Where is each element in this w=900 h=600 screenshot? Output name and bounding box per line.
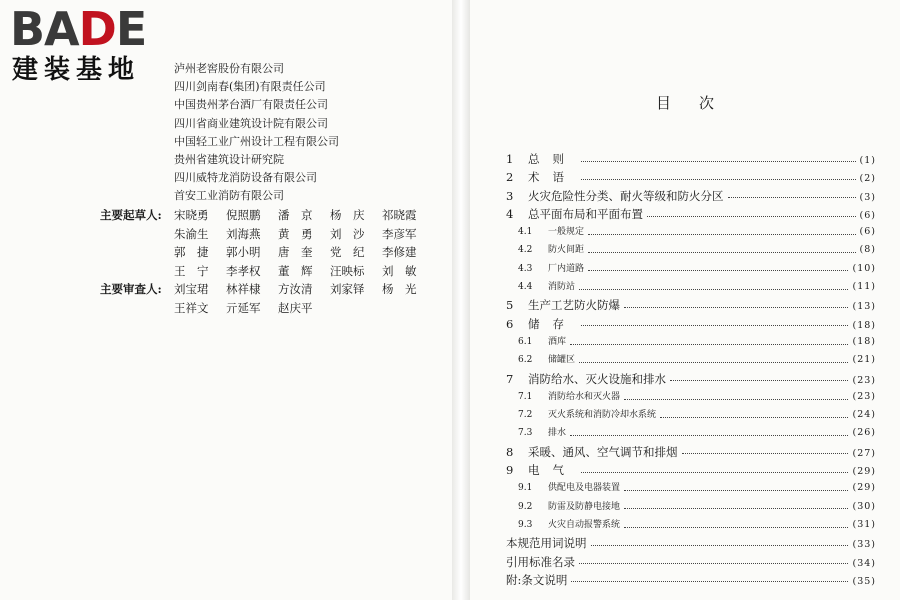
toc-leader-dots — [624, 399, 848, 400]
toc-page-number: (31) — [852, 518, 876, 530]
toc-entry — [506, 223, 876, 241]
company-item: 首安工业消防有限公司 — [174, 189, 284, 203]
toc-leader-dots — [579, 289, 848, 290]
toc-entry — [506, 461, 876, 479]
person-name: 祁晓霞 — [382, 208, 417, 222]
toc-number: 4.4 — [518, 282, 533, 293]
toc-page-number: (2) — [859, 173, 876, 185]
person-name: 杨 光 — [382, 282, 417, 296]
name-row — [174, 280, 434, 299]
name-row — [174, 299, 434, 318]
toc-leader-dots — [670, 380, 848, 381]
toc-number: 2 — [506, 170, 514, 185]
toc-title-text: 防火间距 — [548, 245, 585, 256]
bade-logo — [10, 2, 170, 85]
toc-title-text: 火灾自动报警系统 — [548, 519, 621, 530]
toc-page-number: (27) — [852, 447, 876, 459]
toc-entry — [506, 370, 876, 388]
person-name: 王祥文 — [174, 300, 209, 315]
toc-page-number: (30) — [852, 500, 876, 512]
toc-page-number: (21) — [852, 354, 876, 366]
toc-entry — [506, 296, 876, 314]
toc-leader-dots — [588, 270, 848, 271]
toc-entry — [506, 168, 876, 186]
person-name: 李彦军 — [382, 226, 417, 241]
toc-title: 目次 — [656, 94, 743, 112]
person-name: 刘家铎 — [330, 282, 365, 296]
toc-number: 7.1 — [518, 391, 533, 402]
toc-page-number: (13) — [852, 301, 876, 313]
toc-page-number: (23) — [852, 390, 876, 402]
toc-number: 6.1 — [518, 336, 533, 347]
toc-number: 7.2 — [518, 410, 533, 421]
toc-entry — [506, 571, 876, 589]
person-name: 倪照鹏 — [226, 208, 261, 222]
person-name: 朱渝生 — [174, 226, 209, 241]
person-name: 郭 捷 — [174, 245, 209, 259]
logo-subtitle: 建装基地 — [12, 55, 141, 85]
toc-title-text: 酒库 — [548, 336, 567, 347]
toc-leader-dots — [581, 179, 856, 180]
person-name: 潘 京 — [278, 208, 313, 222]
toc-number: 4.1 — [518, 227, 533, 238]
drafters-label: 主要起草人: — [100, 208, 162, 222]
toc-entry — [506, 187, 876, 205]
person-name: 唐 奎 — [278, 245, 313, 259]
company-item: 泸州老窖股份有限公司 — [174, 62, 284, 75]
toc-page-number: (29) — [852, 482, 876, 494]
reviewers-label: 主要审查人: — [100, 282, 162, 296]
toc-page-number: (18) — [852, 319, 876, 331]
toc-title-text: 本规范用词说明 — [506, 536, 587, 551]
company-item: 中国贵州茅台酒厂有限责任公司 — [174, 98, 328, 112]
toc-leader-dots — [581, 325, 848, 326]
toc-leader-dots — [591, 545, 849, 546]
toc-leader-dots — [579, 362, 848, 363]
toc-title-text: 附:条文说明 — [506, 572, 568, 587]
person-name: 刘海燕 — [226, 226, 261, 241]
toc-title-text: 消防给水、灭火设施和排水 — [528, 371, 666, 386]
person-name: 党 纪 — [330, 245, 365, 259]
name-row — [174, 243, 434, 262]
toc-entry — [506, 278, 876, 296]
toc-entry — [506, 150, 876, 168]
toc-page-number: (6) — [859, 226, 876, 238]
table-of-contents — [506, 150, 876, 589]
company-item: 贵州省建筑设计研究院 — [174, 153, 284, 167]
toc-number: 5 — [506, 298, 514, 313]
company-item: 中国轻工业广州设计工程有限公司 — [174, 134, 339, 148]
toc-entry — [506, 534, 876, 552]
toc-page-number: (34) — [852, 557, 876, 569]
toc-title-text: 引用标准名录 — [506, 554, 575, 569]
toc-leader-dots — [624, 508, 848, 509]
toc-page-number: (33) — [852, 539, 876, 551]
person-name: 黄 勇 — [278, 226, 313, 241]
toc-title-text: 储存 — [528, 316, 577, 331]
toc-title-text: 储罐区 — [548, 355, 576, 366]
toc-leader-dots — [624, 527, 848, 528]
toc-entry — [506, 553, 876, 571]
person-name: 宋晓勇 — [174, 208, 209, 222]
person-name: 郭小明 — [226, 245, 261, 259]
toc-entry — [506, 479, 876, 497]
drafter-names — [174, 206, 434, 280]
toc-page-number: (35) — [852, 575, 876, 587]
toc-leader-dots — [660, 417, 848, 418]
toc-number: 9.3 — [518, 519, 533, 530]
toc-title-text: 电气 — [528, 463, 577, 478]
toc-number: 1 — [506, 152, 514, 166]
toc-page-number: (29) — [852, 466, 876, 478]
person-name: 刘宝珺 — [174, 282, 209, 296]
toc-page-number: (18) — [852, 335, 876, 347]
person-name: 方汝清 — [278, 282, 313, 296]
toc-entry — [506, 351, 876, 369]
name-row — [174, 225, 434, 244]
toc-leader-dots — [647, 216, 856, 217]
toc-leader-dots — [581, 161, 856, 162]
toc-number: 9 — [506, 463, 514, 478]
toc-number: 6.2 — [518, 355, 533, 366]
toc-leader-dots — [570, 344, 848, 345]
toc-leader-dots — [581, 472, 848, 473]
toc-page-number: (11) — [852, 281, 876, 293]
toc-entry — [506, 333, 876, 351]
toc-title-text: 消防站 — [548, 282, 576, 293]
reviewer-names — [174, 280, 434, 317]
toc-leader-dots — [728, 197, 856, 198]
toc-leader-dots — [579, 563, 848, 564]
toc-number: 6 — [506, 316, 514, 331]
toc-title-text: 火灾危险性分类、耐火等级和防火分区 — [528, 188, 724, 203]
toc-number: 7 — [506, 371, 514, 386]
toc-title-text: 生产工艺防火防爆 — [528, 298, 620, 313]
person-name: 亓延军 — [226, 300, 261, 315]
toc-entry — [506, 443, 876, 461]
toc-number: 4 — [506, 206, 514, 221]
toc-entry — [506, 406, 876, 424]
toc-page-number: (6) — [859, 209, 876, 221]
toc-title-text: 消防给水和灭火器 — [548, 391, 621, 402]
toc-page-number: (3) — [859, 191, 876, 203]
toc-title-text: 术语 — [528, 170, 577, 185]
toc-number: 4.2 — [518, 245, 533, 256]
toc-entry — [506, 260, 876, 278]
toc-title-text: 灭火系统和消防冷却水系统 — [548, 410, 657, 421]
toc-number: 9.2 — [518, 501, 533, 512]
toc-title-text: 排水 — [548, 428, 567, 439]
person-name: 王 宁 — [174, 263, 209, 278]
logo-wordmark: BADE — [10, 2, 147, 56]
person-name: 林祥棣 — [226, 282, 261, 296]
toc-leader-dots — [624, 490, 848, 491]
right-page — [470, 0, 900, 600]
toc-entry — [506, 498, 876, 516]
toc-title-text: 厂内道路 — [548, 263, 585, 274]
toc-title-text: 采暖、通风、空气调节和排烟 — [528, 444, 678, 459]
company-item: 四川剑南春(集团)有限责任公司 — [174, 80, 326, 94]
toc-page-number: (8) — [859, 244, 876, 256]
toc-leader-dots — [571, 581, 848, 582]
toc-number: 4.3 — [518, 263, 533, 274]
toc-page-number: (23) — [852, 374, 876, 386]
toc-page-number: (1) — [859, 155, 876, 166]
toc-number: 7.3 — [518, 428, 533, 439]
toc-title-text: 防雷及防静电接地 — [548, 501, 621, 512]
person-name: 赵庆平 — [278, 300, 313, 315]
toc-number: 8 — [506, 444, 514, 459]
toc-title-text: 一般规定 — [548, 227, 585, 238]
company-item: 四川威特龙消防设备有限公司 — [174, 171, 317, 185]
company-item: 四川省商业建筑设计院有限公司 — [174, 116, 328, 130]
toc-leader-dots — [588, 252, 856, 253]
toc-page-number: (24) — [852, 409, 876, 421]
name-row — [174, 206, 434, 225]
toc-number: 9.1 — [518, 483, 533, 494]
toc-entry — [506, 241, 876, 259]
toc-page-number: (26) — [852, 427, 876, 439]
toc-entry — [506, 388, 876, 406]
person-name: 汪映标 — [330, 263, 365, 278]
person-name: 李修建 — [382, 245, 417, 259]
toc-entry — [506, 516, 876, 534]
toc-page-number: (10) — [852, 262, 876, 274]
toc-leader-dots — [682, 453, 849, 454]
toc-entry — [506, 315, 876, 333]
book-gutter — [452, 0, 470, 600]
toc-leader-dots — [588, 234, 856, 235]
name-row — [174, 262, 434, 281]
toc-number: 3 — [506, 188, 514, 203]
toc-entry — [506, 205, 876, 223]
toc-entry — [506, 424, 876, 442]
person-name: 杨 庆 — [330, 208, 365, 222]
toc-leader-dots — [570, 435, 848, 436]
toc-title-text: 总则 — [528, 152, 577, 166]
company-list — [174, 60, 339, 206]
toc-title-text: 供配电及电器装置 — [548, 483, 621, 494]
toc-leader-dots — [624, 307, 848, 308]
person-name: 董 辉 — [278, 263, 313, 278]
person-name: 李孝权 — [226, 263, 261, 278]
person-name: 刘 敏 — [382, 263, 417, 278]
person-name: 刘 沙 — [330, 226, 365, 241]
toc-title-text: 总平面布局和平面布置 — [528, 206, 643, 221]
